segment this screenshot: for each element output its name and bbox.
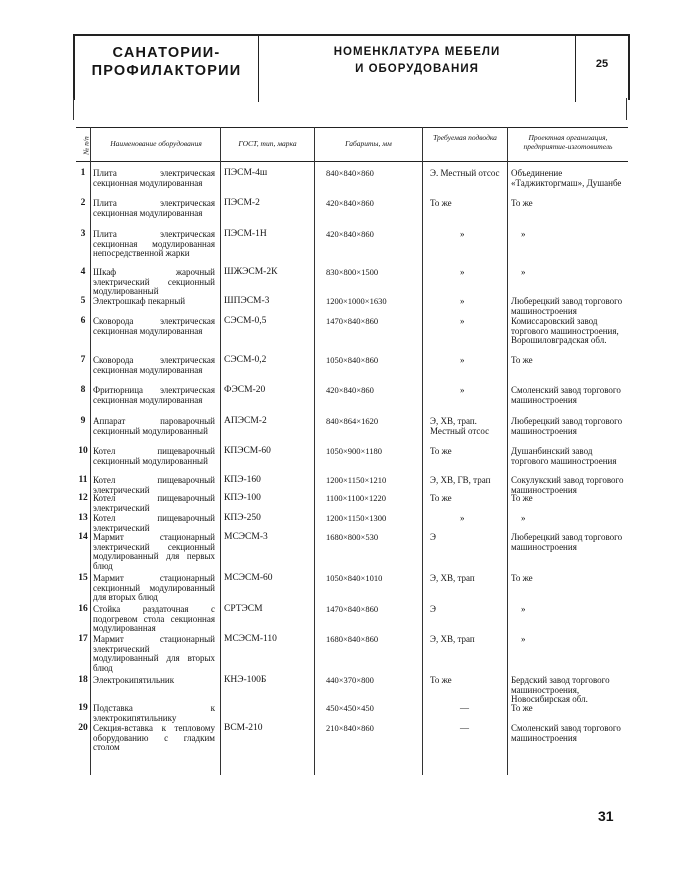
row-number: 14 — [78, 532, 88, 542]
manufacturer: То же — [511, 355, 533, 365]
equipment-name: Мармит стационарный электрический секционный модулированный для первых блюд — [93, 532, 215, 571]
manufacturer: То же — [511, 493, 533, 503]
sheet-number: 25 — [595, 58, 609, 70]
column-header-name: Наименование оборудования — [110, 139, 202, 148]
required-connection: » — [460, 229, 465, 239]
equipment-model: СЭСМ-0,2 — [224, 355, 267, 365]
equipment-name: Плита электрическая секционная модулированная непосредственной жарки — [93, 229, 215, 259]
row-number: 9 — [80, 416, 86, 426]
equipment-dimensions: 420×840×860 — [326, 198, 374, 208]
row-number: 5 — [80, 296, 86, 306]
page-number: 31 — [598, 808, 614, 824]
equipment-dimensions: 1470×840×860 — [326, 316, 379, 326]
equipment-dimensions: 1050×900×1180 — [326, 446, 383, 456]
row-number: 15 — [78, 573, 88, 583]
column-header-connection: Требуемая подводка — [433, 133, 497, 142]
required-connection: Э — [430, 532, 436, 542]
equipment-model: КНЭ-100Б — [224, 675, 267, 685]
required-connection: Э, ХВ, ГВ, трап — [430, 475, 491, 485]
manufacturer: » — [521, 513, 526, 523]
equipment-model: ФЭСМ-20 — [224, 385, 266, 395]
manufacturer: Комиссаровский завод торгового машиностроения, Ворошиловградская обл. — [511, 316, 619, 346]
equipment-model: ШЖЭСМ-2К — [224, 267, 278, 277]
section-title: САНАТОРИИ- ПРОФИЛАКТОРИИ — [91, 45, 242, 79]
manufacturer: То же — [511, 703, 533, 713]
equipment-name: Котел пищеварочный электрический — [93, 493, 215, 513]
manufacturer: Бердский завод торгового машиностроения, Новосибирская обл. — [511, 675, 610, 705]
equipment-dimensions: 420×840×860 — [326, 229, 374, 239]
equipment-model: КПЭСМ-60 — [224, 446, 271, 456]
required-connection: То же — [430, 446, 452, 456]
required-connection: Э, ХВ, трап — [430, 634, 475, 644]
manufacturer: Люберецкий завод торгового машиностроения — [511, 296, 623, 316]
equipment-model: КПЭ-100 — [224, 493, 261, 503]
manufacturer: Смоленский завод торгового машиностроения — [511, 385, 621, 405]
required-connection: » — [460, 513, 465, 523]
equipment-name: Котел пищеварочный электрический — [93, 513, 215, 533]
equipment-model: МСЭСМ-3 — [224, 532, 268, 542]
column-rule — [220, 127, 221, 775]
manufacturer: То же — [511, 573, 533, 583]
equipment-model: МСЭСМ-110 — [224, 634, 277, 644]
row-number: 20 — [78, 723, 88, 733]
row-number: 7 — [80, 355, 86, 365]
equipment-dimensions: 440×370×800 — [326, 675, 374, 685]
manufacturer: Объединение «Таджикторгмаш», Душанбе — [511, 168, 622, 188]
manufacturer: » — [521, 634, 526, 644]
required-connection: » — [460, 267, 465, 277]
manufacturer: Смоленский завод торгового машиностроения — [511, 723, 621, 743]
required-connection: — — [460, 723, 469, 733]
manufacturer: » — [521, 229, 526, 239]
required-connection: Э, ХВ, трап. Местный отсос — [430, 416, 490, 436]
required-connection: То же — [430, 675, 452, 685]
column-header-gost: ГОСТ, тип, марка — [238, 139, 297, 148]
equipment-dimensions: 1200×1150×1300 — [326, 513, 387, 523]
equipment-name: Сковорода электрическая секционная модулированная — [93, 316, 215, 336]
equipment-name: Стойка раздаточная с подогревом стола секционная модулированная — [93, 604, 215, 634]
row-number: 13 — [78, 513, 88, 523]
equipment-dimensions: 830×800×1500 — [326, 267, 379, 277]
equipment-dimensions: 1200×1150×1210 — [326, 475, 387, 485]
equipment-name: Шкаф жарочный электрический секционный модулированный — [93, 267, 215, 297]
equipment-dimensions: 840×864×1620 — [326, 416, 379, 426]
manufacturer: Люберецкий завод торгового машиностроения — [511, 416, 623, 436]
equipment-name: Котел пищеварочный секционный модулированный — [93, 446, 215, 466]
column-header-dimensions: Габариты, мм — [345, 139, 392, 148]
column-rule — [90, 127, 91, 775]
column-stub — [73, 98, 74, 120]
required-connection: То же — [430, 198, 452, 208]
equipment-name: Котел пищеварочный электрический — [93, 475, 215, 495]
required-connection: — — [460, 703, 469, 713]
equipment-name: Плита электрическая секционная модулированная — [93, 198, 215, 218]
equipment-model: ШПЭСМ-3 — [224, 296, 270, 306]
required-connection: Э, ХВ, трап — [430, 573, 475, 583]
equipment-model: СРТЭСМ — [224, 604, 263, 614]
equipment-dimensions: 1200×1000×1630 — [326, 296, 387, 306]
equipment-model: ВСМ-210 — [224, 723, 263, 733]
equipment-name: Фритюрница электрическая секционная модулированная — [93, 385, 215, 405]
equipment-model: КПЭ-250 — [224, 513, 261, 523]
manufacturer: » — [521, 604, 526, 614]
equipment-name: Аппарат пароварочный секционный модулированный — [93, 416, 215, 436]
column-rule — [422, 127, 423, 775]
column-header-organization: Проектная организация, предприятие-изготовитель — [523, 133, 613, 151]
required-connection: » — [460, 355, 465, 365]
equipment-model: МСЭСМ-60 — [224, 573, 273, 583]
equipment-dimensions: 420×840×860 — [326, 385, 374, 395]
required-connection: » — [460, 296, 465, 306]
equipment-model: ПЭСМ-2 — [224, 198, 260, 208]
row-number: 6 — [80, 316, 86, 326]
required-connection: » — [460, 385, 465, 395]
equipment-name: Мармит стационарный электрический модулированный для вторых блюд — [93, 634, 215, 673]
row-number: 4 — [80, 267, 86, 277]
column-rule — [507, 127, 508, 775]
row-number: 2 — [80, 198, 86, 208]
equipment-model: АПЭСМ-2 — [224, 416, 267, 426]
column-header-num: № п/п — [81, 136, 91, 155]
equipment-dimensions: 1050×840×1010 — [326, 573, 383, 583]
column-rule — [314, 127, 315, 775]
equipment-model: ПЭСМ-1Н — [224, 229, 267, 239]
subject-title: НОМЕНКЛАТУРА МЕБЕЛИ И ОБОРУДОВАНИЯ — [333, 46, 501, 75]
manufacturer: То же — [511, 198, 533, 208]
table-header-rule — [76, 161, 628, 162]
equipment-table — [76, 127, 628, 775]
row-number: 11 — [78, 475, 88, 485]
equipment-model: СЭСМ-0,5 — [224, 316, 267, 326]
equipment-dimensions: 1680×840×860 — [326, 634, 379, 644]
row-number: 17 — [78, 634, 88, 644]
equipment-name: Электрошкаф пекарный — [93, 296, 186, 306]
equipment-dimensions: 1050×840×860 — [326, 355, 379, 365]
row-number: 18 — [78, 675, 88, 685]
equipment-name: Секция-вставка к тепловому оборудованию с гладким столом — [93, 723, 215, 753]
equipment-dimensions: 1680×800×530 — [326, 532, 379, 542]
equipment-name: Электрокипятильник — [93, 675, 175, 685]
equipment-dimensions: 840×840×860 — [326, 168, 374, 178]
table-top-rule — [76, 127, 628, 128]
manufacturer: Люберецкий завод торгового машиностроения — [511, 532, 623, 552]
equipment-name: Подставка к электрокипятильнику — [93, 703, 215, 723]
row-number: 1 — [80, 168, 86, 178]
row-number: 16 — [78, 604, 88, 614]
row-number: 8 — [80, 385, 86, 395]
row-number: 3 — [80, 229, 86, 239]
manufacturer: Душанбинский завод торгового машиностроения — [511, 446, 617, 466]
required-connection: Э — [430, 604, 436, 614]
required-connection: То же — [430, 493, 452, 503]
equipment-dimensions: 450×450×450 — [326, 703, 374, 713]
manufacturer: Сокулукский завод торгового машиностроения — [511, 475, 624, 495]
row-number: 12 — [78, 493, 88, 503]
equipment-dimensions: 210×840×860 — [326, 723, 374, 733]
row-number: 10 — [78, 446, 88, 456]
equipment-model: ПЭСМ-4ш — [224, 168, 268, 178]
equipment-name: Плита электрическая секционная модулированная — [93, 168, 215, 188]
equipment-model: КПЭ-160 — [224, 475, 261, 485]
equipment-name: Мармит стационарный секционный модулированный для вторых блюд — [93, 573, 215, 603]
row-number: 19 — [78, 703, 88, 713]
equipment-name: Сковорода электрическая секционная модулированная — [93, 355, 215, 375]
required-connection: Э. Местный отсос — [430, 168, 500, 178]
equipment-dimensions: 1100×1100×1220 — [326, 493, 386, 503]
column-stub — [626, 98, 627, 120]
required-connection: » — [460, 316, 465, 326]
page-header — [73, 34, 630, 100]
manufacturer: » — [521, 267, 526, 277]
equipment-dimensions: 1470×840×860 — [326, 604, 379, 614]
